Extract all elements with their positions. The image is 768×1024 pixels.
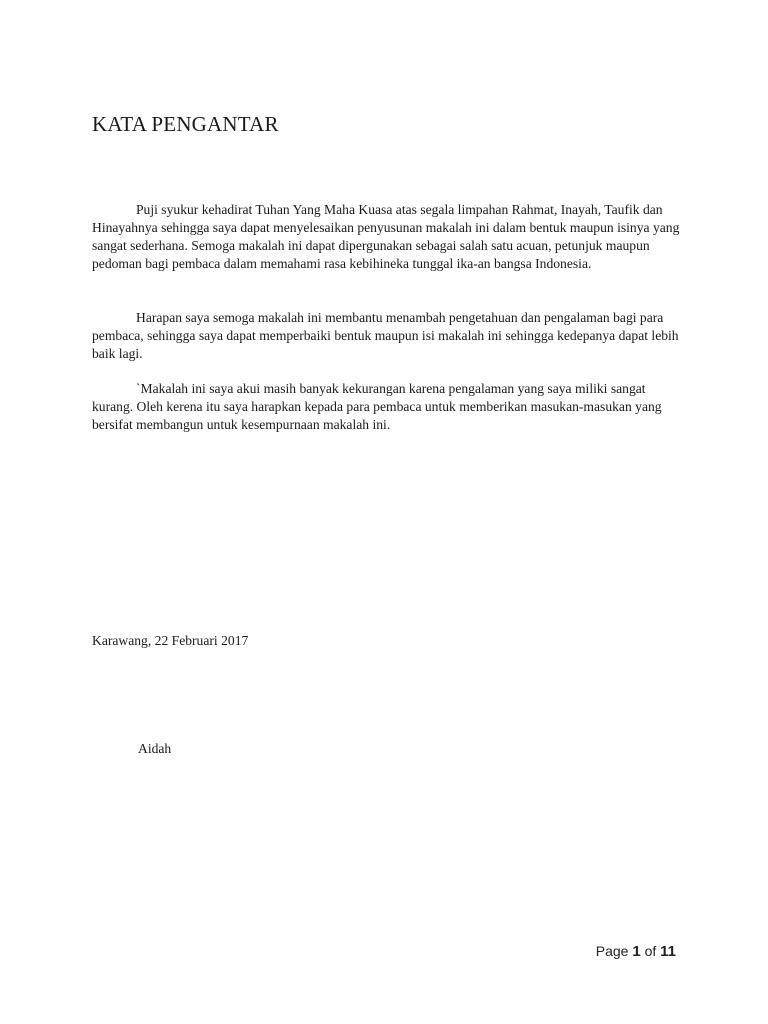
place-date: Karawang, 22 Februari 2017 bbox=[92, 633, 249, 648]
paragraph-1: Puji syukur kehadirat Tuhan Yang Maha Kuasa atas segala limpahan Rahmat, Inayah, Taufik dan Hinayahnya sehingga saya dapat menyelesaikan penyusunan makalah ini dalam bentuk maupun isinya yang sangat sederhana. Semoga makalah ini dapat dipergunakan sebagai salah satu acuan, petunjuk maupun pedoman bagi pembaca dalam memahami rasa kebihineka tunggal ika-an bangsa Indonesia. bbox=[92, 202, 680, 271]
of-label: of bbox=[644, 943, 657, 959]
current-page: 1 bbox=[632, 943, 641, 960]
page-number bbox=[596, 943, 676, 960]
page-label: Page bbox=[595, 943, 629, 959]
total-pages: 11 bbox=[660, 943, 676, 960]
paragraph-3: `Makalah ini saya akui masih banyak kekurangan karena pengalaman yang saya miliki sangat kurang. Oleh kerena itu saya harapkan kepada para pembaca untuk memberikan masukan-masukan yang bersifat membangun untuk kesempurnaan makalah ini. bbox=[92, 381, 662, 432]
paragraph-2: Harapan saya semoga makalah ini membantu menambah pengetahuan dan pengalaman bagi para pembaca, sehingga saya dapat memperbaiki bentuk maupun isi makalah ini sehingga kedepanya dapat lebih baik lagi. bbox=[92, 310, 679, 361]
page-title: KATA PENGANTAR bbox=[92, 112, 279, 136]
signature-name: Aidah bbox=[138, 741, 172, 756]
